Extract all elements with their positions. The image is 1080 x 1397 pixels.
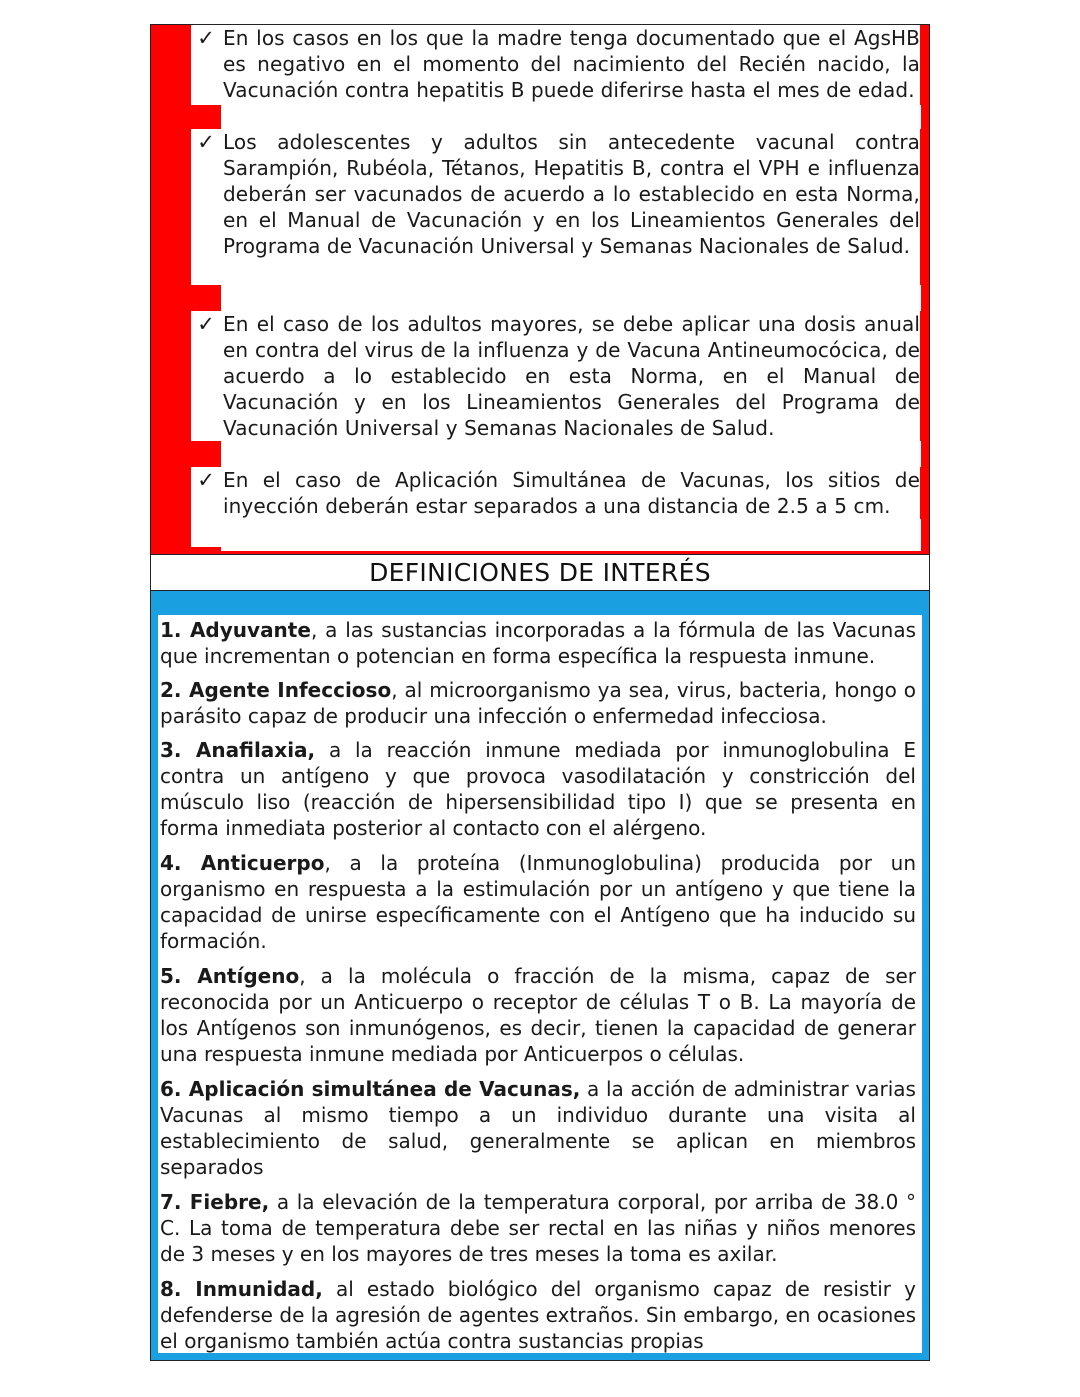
checkmark-icon: ✓	[197, 468, 215, 492]
definition-item	[160, 1189, 916, 1267]
definition-text: al estado biológico del organismo capaz de resistir y defenderse de la agresión de agentes extraños. Sin embargo, en ocasiones el organismo también actúa contra sustancias propias	[160, 1277, 916, 1353]
definition-separator: ,	[310, 618, 318, 642]
note-text: En los casos en los que la madre tenga documentado que el AgsHB es negativo en el momento del nacimiento del Recién nacido, la Vacunación contra hepatitis B puede diferirse hasta el mes de edad.	[223, 26, 920, 102]
note-text: Los adolescentes y adultos sin antecedente vacunal contra Sarampión, Rubéola, Tétanos, Hepatitis B, contra el VPH e influenza deberán ser vacunados de acuerdo a lo establecido en esta Norma, en el Manual de Vacunación y en los Lineamientos Generales del Programa de Vacunación Universal y Semanas Nacionales de Salud.	[223, 130, 920, 258]
definition-term: 2. Agente Infeccioso	[160, 678, 392, 702]
definition-item	[160, 737, 916, 841]
note-text: En el caso de Aplicación Simultánea de Vacunas, los sitios de inyección deberán estar separados a una distancia de 2.5 a 5 cm.	[223, 468, 920, 518]
definition-text: al microorganismo ya sea, virus, bacteria, hongo o parásito capaz de producir una infección o enfermedad infecciosa.	[160, 678, 916, 728]
definition-term: 7. Fiebre,	[160, 1190, 270, 1214]
definition-text: a la reacción inmune mediada por inmunoglobulina E contra un antígeno y que provoca vasodilatación y constricción del músculo liso (reacción de hipersensibilidad tipo I) que se presenta en forma inmediata posterior al contacto con el alérgeno.	[160, 738, 916, 840]
checkmark-icon: ✓	[197, 130, 215, 154]
definition-term: 3. Anafilaxia,	[160, 738, 316, 762]
definition-term: 1. Adyuvante	[160, 618, 311, 642]
definition-item	[160, 963, 916, 1067]
note-item	[191, 467, 920, 547]
definition-term: 5. Antígeno	[160, 964, 300, 988]
definition-item	[160, 677, 916, 729]
definition-separator: ,	[391, 678, 398, 702]
notes-list	[151, 25, 929, 554]
section-title: DEFINICIONES DE INTERÉS	[369, 558, 711, 587]
notes-panel	[150, 24, 930, 555]
note-item	[191, 311, 920, 441]
section-header	[150, 555, 930, 591]
definition-separator: ,	[324, 851, 331, 875]
definition-text: a la elevación de la temperatura corporal, por arriba de 38.0 ° C. La toma de temperatura debe ser rectal en las niñas y niños menores de 3 meses y en los mayores de tres meses la toma es axilar.	[160, 1190, 916, 1266]
definition-term: 8. Inmunidad,	[160, 1277, 323, 1301]
note-item	[191, 129, 920, 285]
definition-item	[160, 1276, 916, 1354]
definition-text: a la proteína (Inmunoglobulina) producida por un organismo en respuesta a la estimulación por un antígeno y que tiene la capacidad de unirse específicamente con el Antígeno que ha inducido su formación.	[160, 851, 917, 953]
definition-text: a la acción de administrar varias Vacunas al mismo tiempo a un individuo durante una visita al establecimiento de salud, generalmente se aplican en miembros separados	[160, 1077, 916, 1179]
definition-item	[160, 850, 916, 954]
checkmark-icon: ✓	[197, 26, 215, 50]
definition-item	[160, 617, 916, 669]
definition-term: 4. Anticuerpo	[160, 851, 325, 875]
definition-term: 6. Aplicación simultánea de Vacunas,	[160, 1077, 581, 1101]
definition-text: a la molécula o fracción de la misma, capaz de ser reconocida por un Anticuerpo o receptor de células T o B. La mayoría de los Antígenos son inmunógenos, es decir, tienen la capacidad de generar una respuesta inmune mediada por Anticuerpos o células.	[160, 964, 917, 1066]
definition-separator: ,	[299, 964, 306, 988]
definition-item	[160, 1076, 916, 1180]
definitions-list	[158, 615, 922, 1353]
note-text: En el caso de los adultos mayores, se debe aplicar una dosis anual en contra del virus de la influenza y de Vacuna Antineumocócica, de acuerdo a lo establecido en esta Norma, en el Manual de Vacunación y en los Lineamientos Generales del Programa de Vacunación Universal y Semanas Nacionales de Salud.	[223, 312, 920, 440]
checkmark-icon: ✓	[197, 312, 215, 336]
note-item	[191, 25, 920, 105]
definitions-panel	[150, 590, 930, 1361]
definition-text: a las sustancias incorporadas a la fórmula de las Vacunas que incrementan o potencian en forma específica la respuesta inmune.	[160, 618, 916, 668]
